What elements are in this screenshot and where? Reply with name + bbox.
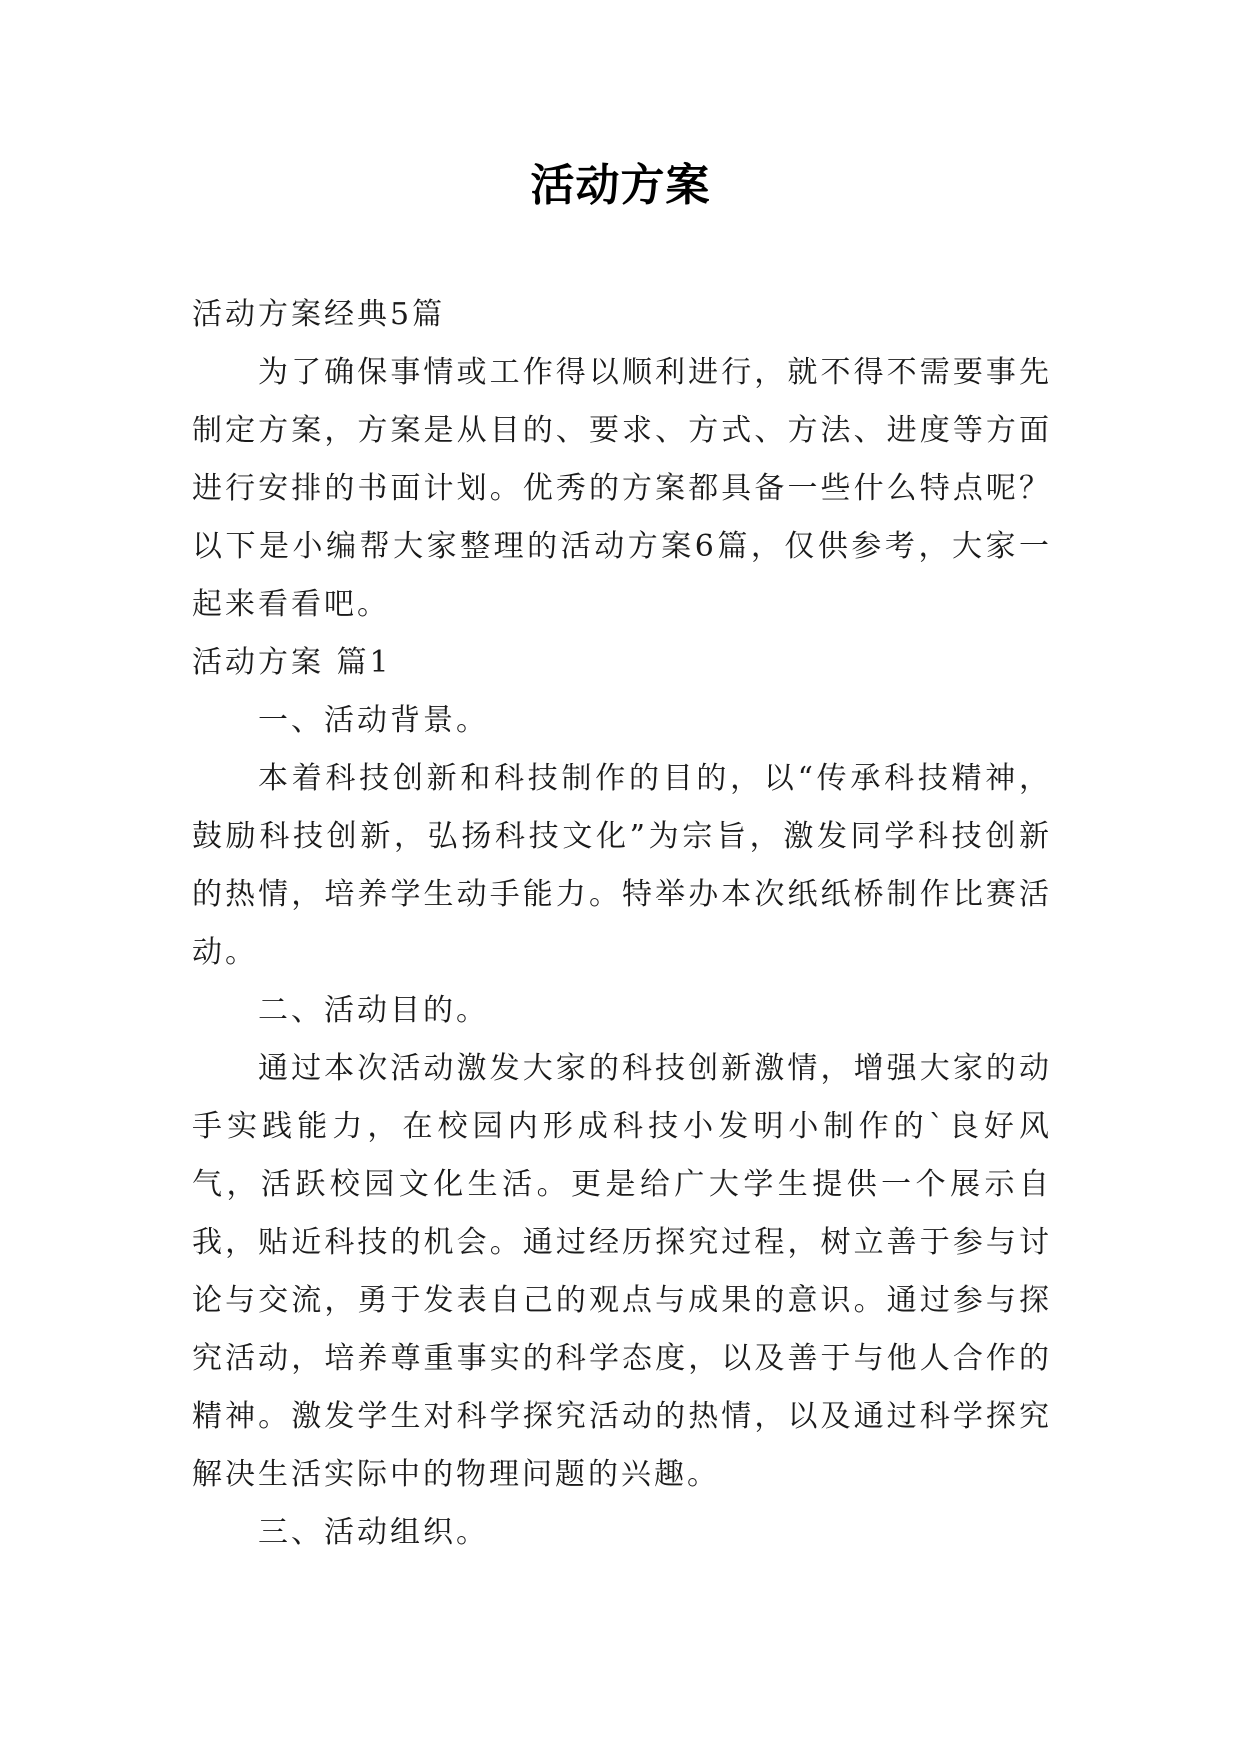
heading-organization: 三、活动组织。 [258, 1515, 489, 1550]
document-body [192, 286, 1052, 1562]
section-heading: 活动方案 篇1 [192, 645, 392, 680]
heading-background: 一、活动背景。 [258, 703, 489, 738]
paragraph-purpose: 通过本次活动激发大家的科技创新激情，增强大家的动手实践能力，在校园内形成科技小发明小制作的`良好风气，活跃校园文化生活。更是给广大学生提供一个展示自我，贴近科技的机会。通过经历探究过程，树立善于参与讨论与交流，勇于发表自己的观点与成果的意识。通过参与探究活动，培养尊重事实的科学态度，以及善于与他人合作的精神。激发学生对科学探究活动的热情，以及通过科学探究解决生活实际中的物理问题的兴趣。 [192, 1051, 1052, 1492]
paragraph-background: 本着科技创新和科技制作的目的，以“传承科技精神，鼓励科技创新，弘扬科技文化”为宗旨，激发同学科技创新的热情，培养学生动手能力。特举办本次纸纸桥制作比赛活动。 [192, 761, 1052, 970]
document-subtitle: 活动方案经典5篇 [192, 297, 446, 332]
intro-paragraph: 为了确保事情或工作得以顺利进行，就不得不需要事先制定方案，方案是从目的、要求、方式、方法、进度等方面进行安排的书面计划。优秀的方案都具备一些什么特点呢？以下是小编帮大家整理的活动方案6篇，仅供参考，大家一起来看看吧。 [192, 355, 1052, 622]
heading-purpose: 二、活动目的。 [258, 993, 489, 1028]
document-title: 活动方案 [530, 160, 711, 211]
